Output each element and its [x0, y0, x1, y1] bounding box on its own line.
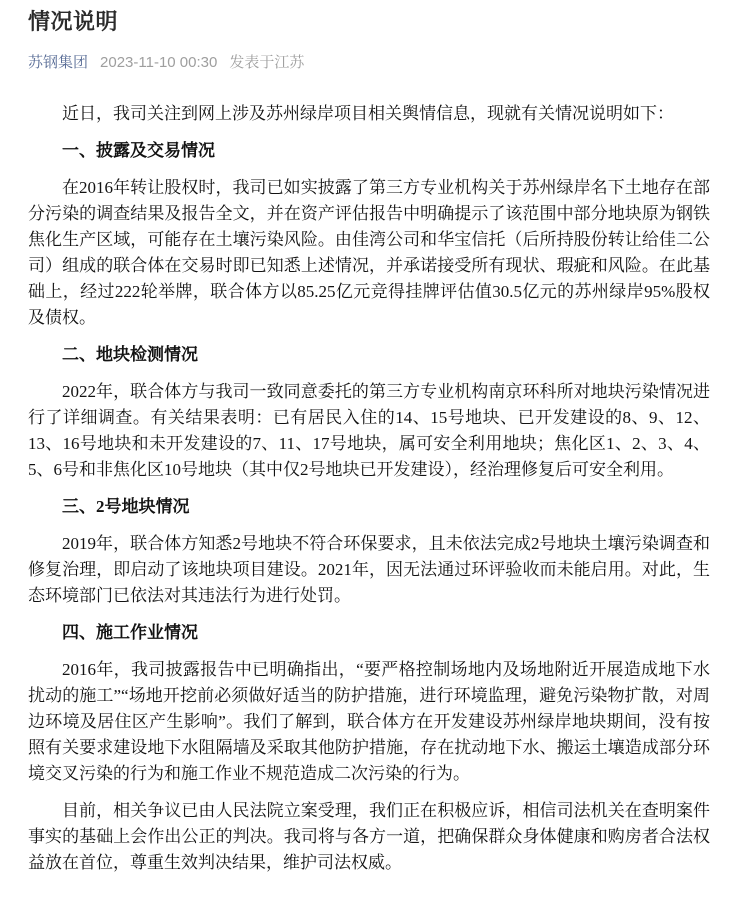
article-meta — [28, 52, 710, 73]
body-paragraph: 目前，相关争议已由人民法院立案受理，我们正在积极应诉，相信司法机关在查明案件事实的基础上会作出公正的判决。我司将与各方一道，把确保群众身体健康和购房者合法权益放在首位，尊重生效判决结果，维护司法权威。 — [28, 801, 710, 872]
body-paragraph: 在2016年转让股权时，我司已如实披露了第三方专业机构关于苏州绿岸名下土地存在部分污染的调查结果及报告全文，并在资产评估报告中明确提示了该范围中部分地块原为钢铁焦化生产区域，可能存在土壤污染风险。由佳湾公司和华宝信托（后所持股份转让给佳二公司）组成的联合体在交易时即已知悉上述情况，并承诺接受所有现状、瑕疵和风险。在此基础上，经过222轮举牌，联合体方以85.25亿元竞得挂牌评估值30.5亿元的苏州绿岸95%股权及债权。 — [28, 178, 710, 327]
section-heading: 三、2号地块情况 — [62, 497, 190, 516]
section-heading: 二、地块检测情况 — [62, 345, 198, 364]
section-heading: 四、施工作业情况 — [62, 623, 198, 642]
body-paragraph: 近日，我司关注到网上涉及苏州绿岸项目相关舆情信息，现就有关情况说明如下： — [62, 104, 674, 123]
section-heading: 一、披露及交易情况 — [62, 141, 215, 160]
publish-location: 发表于江苏 — [229, 54, 305, 71]
publish-datetime: 2023-11-10 00:30 — [100, 54, 218, 71]
article-body — [28, 101, 710, 876]
body-paragraph: 2019年，联合体方知悉2号地块不符合环保要求，且未依法完成2号地块土壤污染调查和修复治理，即启动了该地块项目建设。2021年，因无法通过环评验收而未能启用。对此，生态环境部门已依法对其违法行为进行处罚。 — [28, 534, 710, 605]
body-paragraph: 2016年，我司披露报告中已明确指出，“要严格控制场地内及场地附近开展造成地下水扰动的施工”“场地开挖前必须做好适当的防护措施，进行环境监理，避免污染物扩散，对周边环境及居住区产生影响”。我们了解到，联合体方在开发建设苏州绿岸地块期间，没有按照有关要求建设地下水阻隔墙及采取其他防护措施，存在扰动地下水、搬运土壤造成部分环境交叉污染的行为和施工作业不规范造成二次污染的行为。 — [28, 660, 710, 783]
article-title: 情况说明 — [28, 9, 119, 34]
account-link[interactable]: 苏钢集团 — [28, 54, 89, 71]
body-paragraph: 2022年，联合体方与我司一致同意委托的第三方专业机构南京环科所对地块污染情况进行了详细调查。有关结果表明：已有居民入住的14、15号地块、已开发建设的8、9、12、13、16号地块和未开发建设的7、11、17号地块，属可安全利用地块；焦化区1、2、3、4、5、6号和非焦化区10号地块（其中仅2号地块已开发建设），经治理修复后可安全利用。 — [28, 382, 710, 479]
